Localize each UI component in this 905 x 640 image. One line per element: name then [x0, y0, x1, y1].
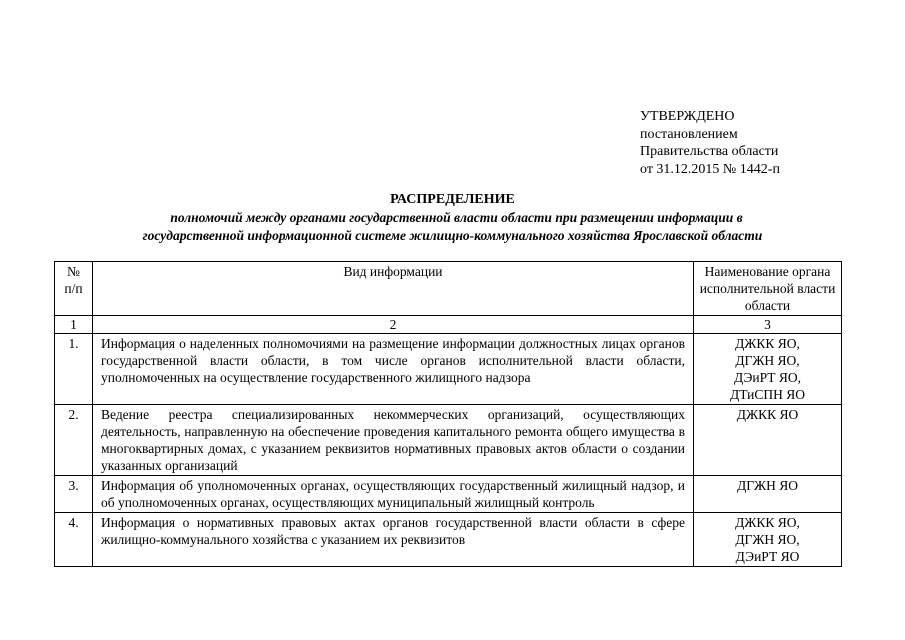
row-info: Информация о нормативных правовых актах органов государственной власти области в сфере жилищно-коммунального хозяйства с указанием их реквизитов	[93, 513, 694, 567]
org-name: ДЖКК ЯО,	[735, 515, 800, 530]
row-num: 4.	[55, 513, 93, 567]
column-number-3: 3	[694, 316, 842, 334]
org-name: ДЖКК ЯО,	[735, 336, 800, 351]
document-subtitle-line-2: государственной информационной системе жилищно-коммунального хозяйства Ярославской области	[142, 228, 763, 243]
header-num-line-1: №	[67, 264, 80, 279]
table-row	[55, 476, 842, 513]
row-orgs	[694, 476, 842, 513]
org-name: ДГЖН ЯО,	[735, 353, 800, 368]
header-num	[55, 262, 93, 316]
org-name: ДГЖН ЯО,	[735, 532, 800, 547]
header-org: Наименование органа исполнительной власти области	[694, 262, 842, 316]
org-name: ДГЖН ЯО	[737, 478, 798, 493]
row-info: Информация об уполномоченных органах, осуществляющих государственный жилищный надзор, и об уполномоченных органах, осуществляющих муниципальный жилищный контроль	[93, 476, 694, 513]
approval-stamp	[640, 108, 780, 178]
document-subtitle-line-1: полномочий между органами государственной власти области при размещении информации в	[170, 210, 743, 225]
org-name: ДЭиРТ ЯО,	[733, 370, 802, 385]
row-num: 3.	[55, 476, 93, 513]
row-orgs	[694, 405, 842, 476]
approval-line-4: от 31.12.2015 № 1442-п	[640, 161, 780, 177]
column-number-2: 2	[93, 316, 694, 334]
approval-line-1: УТВЕРЖДЕНО	[640, 109, 735, 124]
distribution-table	[54, 261, 842, 567]
header-num-line-2: п/п	[64, 281, 83, 296]
row-orgs	[694, 334, 842, 405]
approval-line-3: Правительства области	[640, 144, 779, 159]
approval-line-2: постановлением	[640, 126, 738, 142]
column-number-1: 1	[55, 316, 93, 334]
row-orgs	[694, 513, 842, 567]
org-name: ДЖКК ЯО	[736, 407, 799, 422]
org-name: ДЭиРТ ЯО	[735, 549, 800, 564]
org-name: ДТиСПН ЯО	[730, 387, 805, 402]
table-row	[55, 513, 842, 567]
table-header-row	[55, 262, 842, 316]
row-num: 1.	[55, 334, 93, 405]
row-info: Информация о наделенных полномочиями на размещение информации должностных лицах органов государственной власти области, в том числе органов исполнительной власти области, уполномоченных на осуществление государственного жилищного надзора	[93, 334, 694, 405]
row-info: Ведение реестра специализированных некоммерческих организаций, осуществляющих деятельность, направленную на обеспечение проведения капитального ремонта общего имущества в многоквартирных домах, с указанием реквизитов нормативных правовых актов области о создании указанных организаций	[93, 405, 694, 476]
table-row	[55, 334, 842, 405]
header-info: Вид информации	[93, 262, 694, 316]
document-heading	[0, 191, 905, 245]
document-title: РАСПРЕДЕЛЕНИЕ	[390, 192, 515, 207]
table-row	[55, 405, 842, 476]
row-num: 2.	[55, 405, 93, 476]
column-number-row	[55, 316, 842, 334]
